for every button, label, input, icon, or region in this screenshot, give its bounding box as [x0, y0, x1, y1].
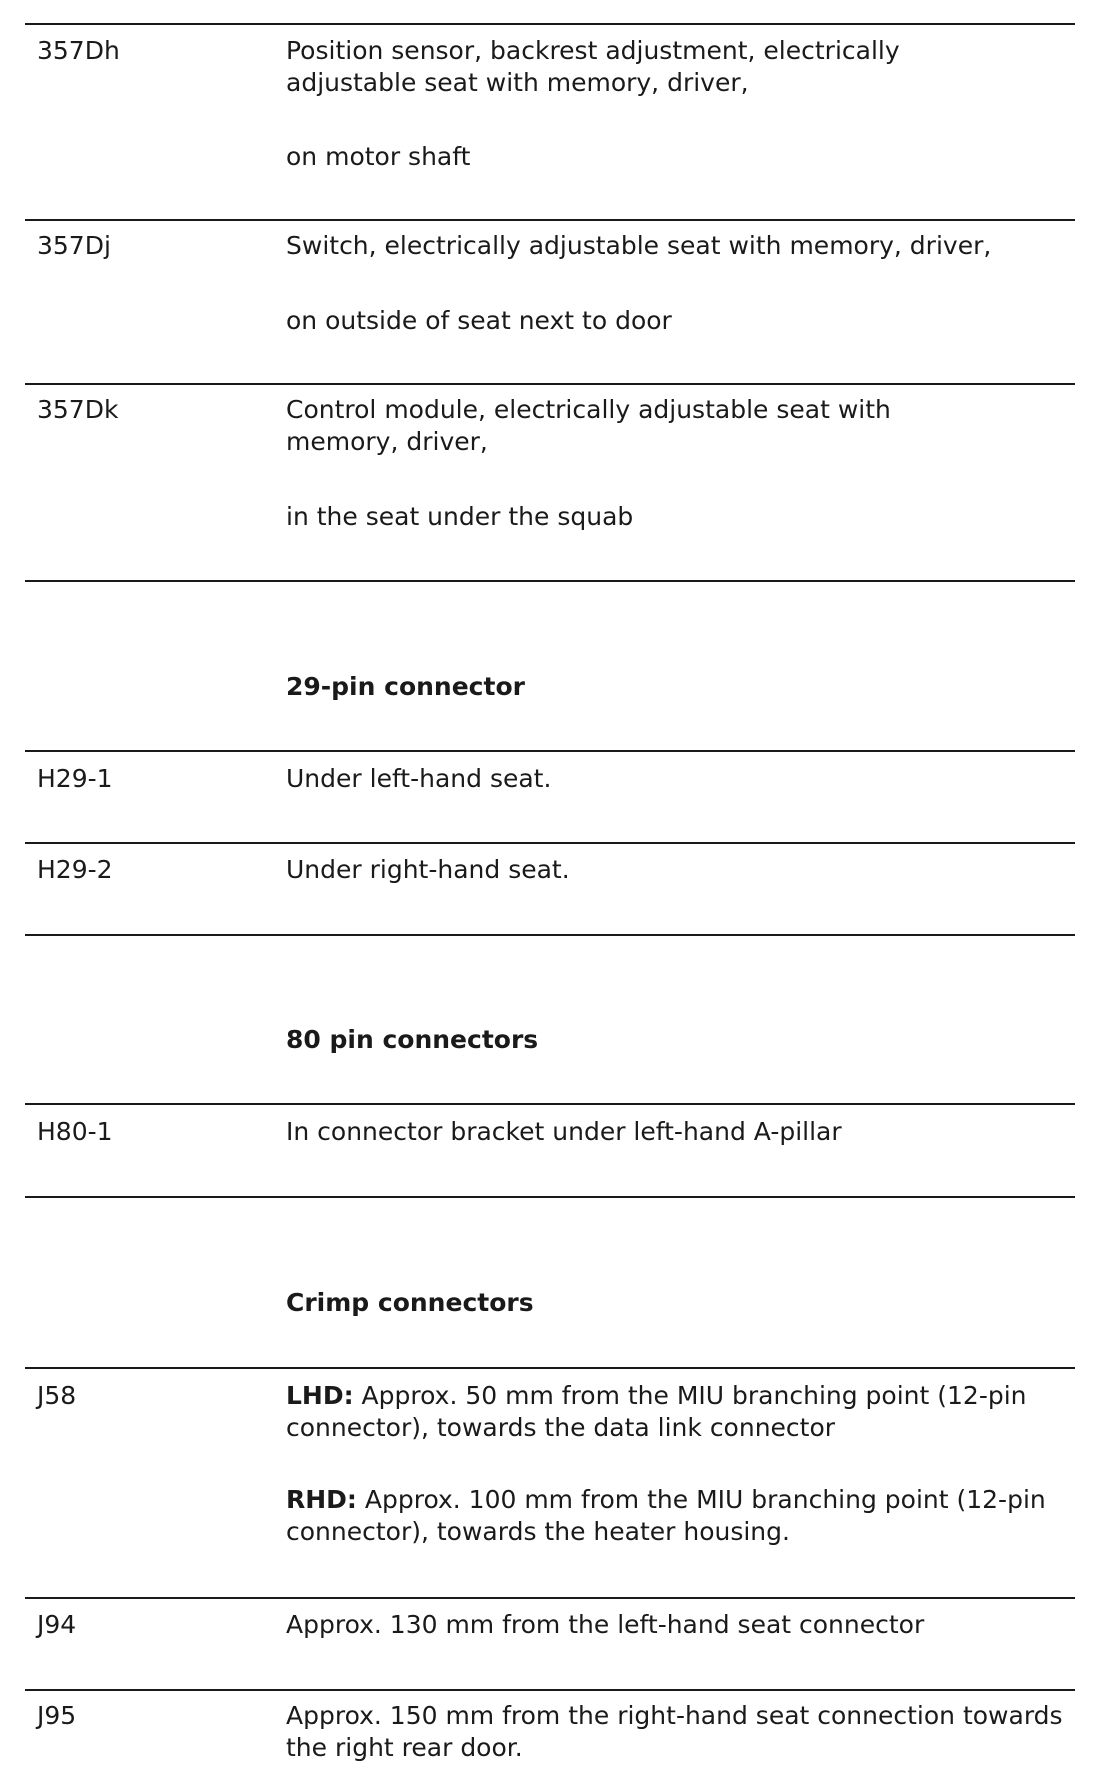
table-divider: [25, 1103, 1075, 1105]
lhd-text: Approx. 50 mm from the MIU branching point (12-pin connector), towards the data link connector: [286, 1381, 1027, 1442]
connector-location: Under left-hand seat.: [286, 764, 552, 793]
component-code: 357Dh: [37, 36, 120, 65]
table-divider: [25, 1196, 1075, 1198]
connector-location: In connector bracket under left-hand A-pillar: [286, 1117, 842, 1146]
rhd-label: RHD:: [286, 1485, 357, 1514]
table-divider: [25, 934, 1075, 936]
table-divider: [25, 383, 1075, 385]
lhd-label: LHD:: [286, 1381, 354, 1410]
connector-code: J94: [37, 1610, 77, 1639]
section-heading-29-pin: 29-pin connector: [286, 672, 525, 701]
table-divider: [25, 1367, 1075, 1369]
table-divider: [25, 580, 1075, 582]
component-description: Position sensor, backrest adjustment, electrically adjustable seat with memory, driver,: [286, 36, 900, 97]
table-divider: [25, 23, 1075, 25]
connector-code: H29-2: [37, 855, 113, 884]
connector-code: H80-1: [37, 1117, 113, 1146]
table-divider: [25, 1597, 1075, 1599]
rhd-text: Approx. 100 mm from the MIU branching point (12-pin connector), towards the heater housing.: [286, 1485, 1046, 1546]
component-location: on motor shaft: [286, 142, 471, 171]
component-code: 357Dj: [37, 231, 111, 260]
connector-code: H29-1: [37, 764, 113, 793]
connector-code: J58: [37, 1381, 77, 1410]
component-location: on outside of seat next to door: [286, 306, 672, 335]
table-divider: [25, 1689, 1075, 1691]
connector-location: Approx. 150 mm from the right-hand seat connection towards the right rear door.: [286, 1701, 1063, 1762]
connector-location: Under right-hand seat.: [286, 855, 570, 884]
table-divider: [25, 750, 1075, 752]
component-description: Control module, electrically adjustable seat with memory, driver,: [286, 395, 891, 456]
table-divider: [25, 842, 1075, 844]
table-divider: [25, 219, 1075, 221]
component-code: 357Dk: [37, 395, 119, 424]
section-heading-crimp: Crimp connectors: [286, 1288, 534, 1317]
connector-location-lhd: [286, 1380, 1076, 1444]
connector-location-rhd: [286, 1484, 1056, 1548]
component-location: in the seat under the squab: [286, 502, 634, 531]
connector-location: Approx. 130 mm from the left-hand seat connector: [286, 1610, 925, 1639]
section-heading-80-pin: 80 pin connectors: [286, 1025, 539, 1054]
connector-code: J95: [37, 1701, 77, 1730]
component-description: Switch, electrically adjustable seat with memory, driver,: [286, 231, 992, 260]
